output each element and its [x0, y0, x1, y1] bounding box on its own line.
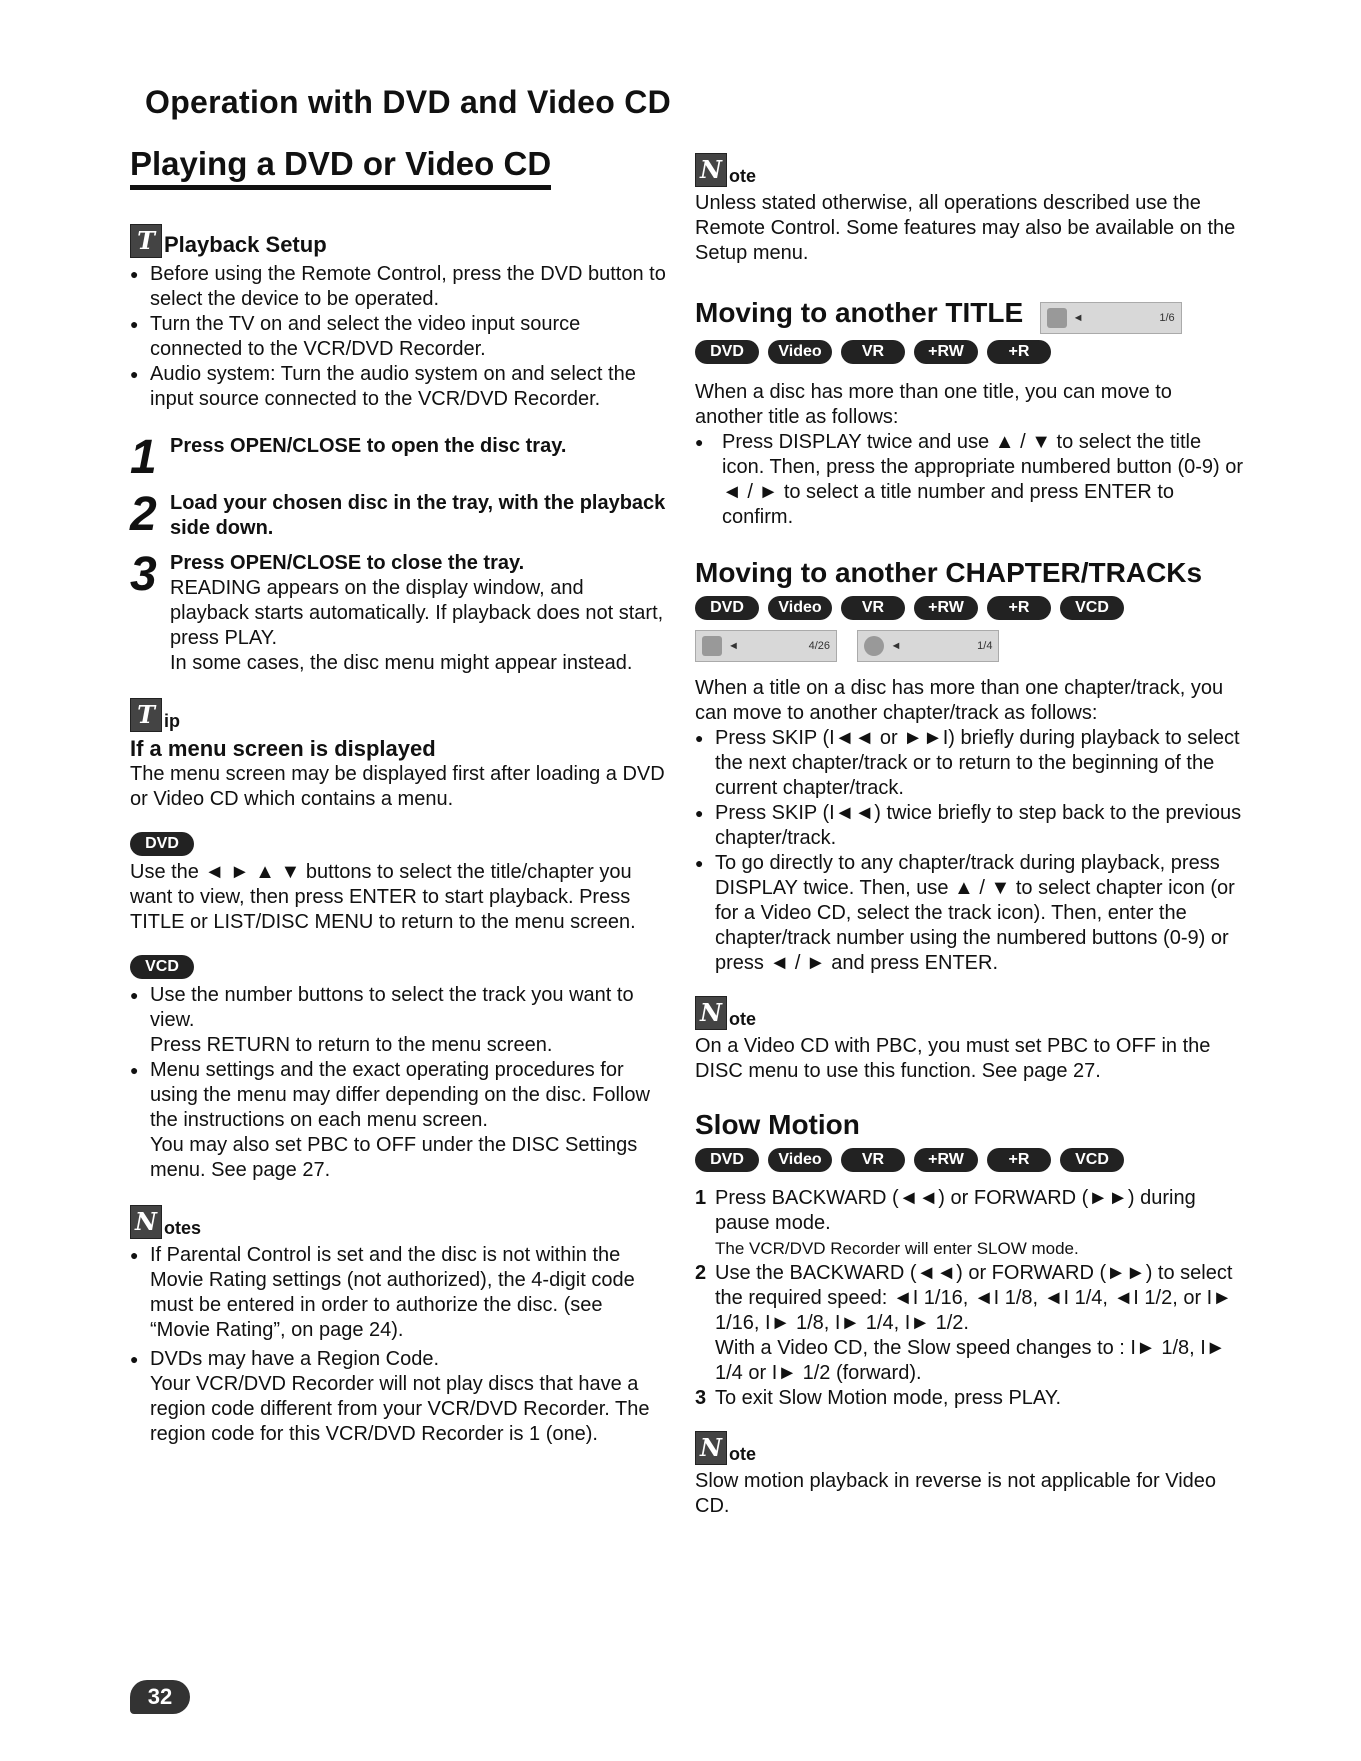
page-title: Playing a DVD or Video CD — [130, 145, 551, 190]
tip-icon: T — [130, 224, 162, 258]
item-text: To exit Slow Motion mode, press PLAY. — [715, 1386, 1062, 1409]
note1-heading-row — [695, 153, 1245, 187]
title-disc-badges — [695, 340, 1245, 366]
chapter-bullet: ● Press SKIP (I◄◄) twice briefly to step back to the previous chapter/track. — [695, 801, 1245, 851]
slow-item-2 — [695, 1261, 1245, 1386]
item-small-text: The VCR/DVD Recorder will enter SLOW mode. — [715, 1238, 1079, 1258]
disc-type-badge: DVD — [695, 1148, 759, 1172]
chapter-display-value: 4/26 — [808, 639, 830, 652]
step-3 — [130, 548, 668, 676]
left-column — [130, 145, 668, 1447]
chapter-display-icon: ◄ 4/26 — [695, 630, 837, 662]
step-title: Load your chosen disc in the tray, with the playback side down. — [170, 492, 666, 539]
chapter-intro: When a title on a disc has more than one chapter/track, you can move to another chapter/track as follows: — [695, 676, 1224, 724]
chapter-section-heading: Moving to another CHAPTER/TRACKs — [695, 556, 1203, 588]
disc-type-badge: VR — [841, 596, 905, 620]
title-heading-row — [695, 296, 1245, 334]
disc-type-badge: +RW — [914, 340, 978, 364]
page-number: 32 — [130, 1680, 190, 1714]
title-display-icon: ◄ 1/6 — [1040, 302, 1182, 334]
step-number: 1 — [130, 431, 157, 484]
vcd-bullet: ● Menu settings and the exact operating procedures for using the menu may differ depending on the disc. Follow the instructions on each menu screen. — [130, 1058, 668, 1133]
note-icon: N — [695, 1431, 727, 1465]
chapter-bullet: ● Press SKIP (I◄◄ or ►►I) briefly during playback to select the next chapter/track or to return to the beginning of the current chapter/track. — [695, 726, 1245, 801]
item-text: Use the BACKWARD (◄◄) or FORWARD (►►) to select the required speed: ◄I 1/16, ◄I 1/8, ◄I 1/4, ◄I 1/2, or I► 1/16, I► 1/8, I► 1/4, I► 1/2. — [715, 1261, 1233, 1334]
note-icon: N — [130, 1205, 162, 1239]
disc-type-badge: VCD — [1060, 596, 1124, 620]
note3-heading-row — [695, 1431, 1245, 1465]
disc-type-badge: +R — [987, 596, 1051, 620]
disc-type-badge: +R — [987, 340, 1051, 364]
slow-item-3 — [695, 1386, 1245, 1411]
disc-type-badge: VR — [841, 1148, 905, 1172]
tip-heading: If a menu screen is displayed — [130, 736, 436, 761]
notes-heading-row — [130, 1205, 668, 1239]
slow-disc-badges — [695, 1148, 1245, 1174]
note-label: ote — [729, 1443, 756, 1464]
step-title: Press OPEN/CLOSE to close the tray. — [170, 552, 525, 574]
track-display-value: 1/4 — [977, 639, 993, 652]
title-intro: When a disc has more than one title, you can move to another title as follows: — [695, 380, 1172, 428]
chapter-bullet: ● To go directly to any chapter/track during playback, press DISPLAY twice. Then, use ▲ / ▼ to select chapter icon (or for a Video CD, select the track icon). Then, enter the chapter/track number using the numbered buttons (0-9) or press ◄ / ► and press ENTER. — [695, 851, 1245, 976]
disc-type-badge: DVD — [695, 596, 759, 620]
disc-type-badge: +RW — [914, 596, 978, 620]
disc-type-badge: VR — [841, 340, 905, 364]
step-body: READING appears on the display window, and playback starts automatically. If playback does not start, press PLAY. — [170, 577, 664, 649]
note-icon: N — [695, 996, 727, 1030]
title-display-value: 1/6 — [1159, 311, 1175, 324]
disc-type-badge: Video — [768, 340, 832, 364]
vcd-bullet: ● Use the number buttons to select the track you want to view. — [130, 983, 668, 1033]
item-number: 1 — [695, 1186, 707, 1209]
title-bullet: ● Press DISPLAY twice and use ▲ / ▼ to select the title icon. Then, press the appropriate numbered button (0-9) or ◄ / ► to select a title number and press ENTER to confirm. — [695, 430, 1245, 530]
dvd-instructions: Use the ◄ ► ▲ ▼ buttons to select the title/chapter you want to view, then press ENTER to start playback. Press TITLE or LIST/DISC MENU to return to the menu screen. — [130, 861, 636, 933]
disc-type-badge: Video — [768, 1148, 832, 1172]
step-number: 3 — [130, 548, 157, 601]
vcd-badge: VCD — [130, 955, 194, 979]
item-text: Press BACKWARD (◄◄) or FORWARD (►►) during pause mode. — [715, 1186, 1196, 1234]
slow-section-heading: Slow Motion — [695, 1108, 860, 1140]
disc-type-badge: Video — [768, 596, 832, 620]
note3-text: Slow motion playback in reverse is not applicable for Video CD. — [695, 1469, 1217, 1517]
disc-type-badge: DVD — [695, 340, 759, 364]
tip-heading-row — [130, 698, 668, 732]
note-icon: N — [695, 153, 727, 187]
disc-type-badge: +R — [987, 1148, 1051, 1172]
tip-text: The menu screen may be displayed first after loading a DVD or Video CD which contains a menu. — [130, 763, 665, 810]
step-body: In some cases, the disc menu might appear instead. — [170, 652, 633, 674]
track-display-icon: ◄ 1/4 — [857, 630, 999, 662]
setup-bullet: ● Turn the TV on and select the video input source connected to the VCR/DVD Recorder. — [130, 312, 668, 362]
title-section-heading: Moving to another TITLE — [695, 297, 1024, 328]
note2-text: On a Video CD with PBC, you must set PBC to OFF in the DISC menu to use this function. See page 27. — [695, 1034, 1211, 1082]
setup-bullet: ● Before using the Remote Control, press the DVD button to select the device to be operated. — [130, 262, 668, 312]
notes-label: otes — [164, 1218, 202, 1238]
setup-bullet: ● Audio system: Turn the audio system on and select the input source connected to the VCR/DVD Recorder. — [130, 362, 668, 412]
step-1 — [130, 431, 668, 484]
note2-heading-row — [695, 996, 1245, 1030]
notes-extra: Your VCR/DVD Recorder will not play discs that have a region code different from your VCR/DVD Recorder. The region code for this VCR/DVD Recorder is 1 (one). — [150, 1373, 650, 1445]
note1-text: Unless stated otherwise, all operations described use the Remote Control. Some features may also be available on the Setup menu. — [695, 192, 1236, 264]
dvd-badge: DVD — [130, 832, 194, 856]
playback-setup-heading: Playback Setup — [164, 232, 327, 257]
disc-type-badge: VCD — [1060, 1148, 1124, 1172]
step-number: 2 — [130, 488, 157, 541]
tip-label: ip — [164, 711, 180, 731]
step-title: Press OPEN/CLOSE to open the disc tray. — [170, 435, 567, 457]
chapter-disc-badges — [695, 596, 1245, 622]
vcd-extra: Press RETURN to return to the menu screen. — [150, 1034, 553, 1056]
note-label: ote — [729, 166, 756, 186]
slow-item-1 — [695, 1186, 1245, 1261]
notes-bullet: ● If Parental Control is set and the disc is not within the Movie Rating settings (not authorized), the 4-digit code must be entered in order to authorize the disc. (see “Movie Rating”, on page 24). — [130, 1243, 668, 1343]
note-label: ote — [729, 1008, 756, 1029]
step-2 — [130, 488, 668, 541]
right-column — [695, 145, 1245, 1519]
chapter-displays — [695, 630, 1245, 662]
notes-bullet: ● DVDs may have a Region Code. — [130, 1347, 668, 1372]
item-number: 3 — [695, 1386, 707, 1409]
item-extra-text: With a Video CD, the Slow speed changes to : I► 1/8, I► 1/4 or I► 1/2 (forward). — [715, 1336, 1226, 1384]
tip-icon: T — [130, 698, 162, 732]
item-number: 2 — [695, 1261, 707, 1284]
disc-type-badge: +RW — [914, 1148, 978, 1172]
vcd-extra: You may also set PBC to OFF under the DISC Settings menu. See page 27. — [150, 1134, 638, 1181]
page-header: Operation with DVD and Video CD — [145, 84, 672, 120]
playback-setup-heading-row — [130, 224, 668, 258]
